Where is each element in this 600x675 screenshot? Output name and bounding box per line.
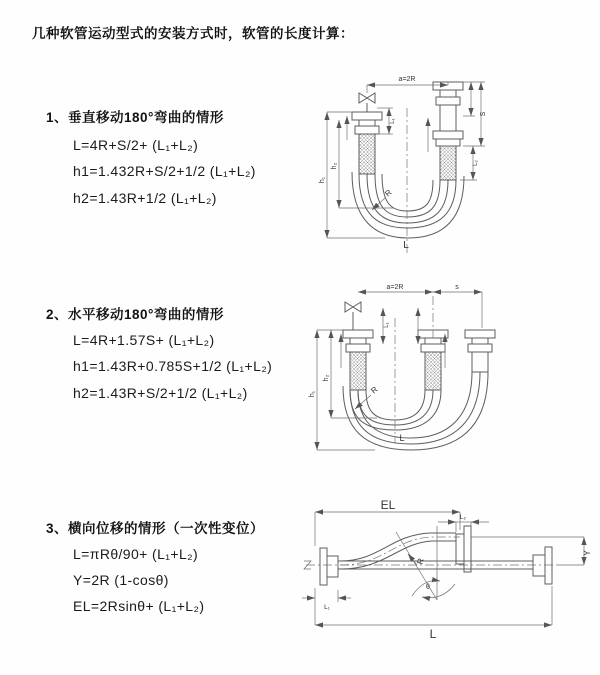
dim-a2r [358, 292, 482, 328]
right-flange [533, 547, 552, 584]
dim-h1-label: h₁ [309, 390, 316, 398]
diagram2-svg [305, 278, 590, 458]
dim-h1-label: h₁ [319, 176, 326, 184]
dim-a2r-label: a=2R [386, 284, 404, 291]
right-pipe [433, 82, 463, 180]
section1-formula-h1: h1=1.432R+S/2+1/2 (L₁+L₂) [73, 163, 256, 179]
diagram-vertical-180-bend [315, 68, 590, 263]
diagram-lateral-displacement [300, 498, 600, 646]
dim-el-label: EL [380, 498, 396, 512]
section1-heading: 1、垂直移动180°弯曲的情形 [46, 110, 224, 125]
right-pipe [465, 330, 495, 372]
dim-h2-label: h₂ [331, 162, 338, 170]
dim-l [315, 586, 552, 625]
section1-formula-l: L=4R+S/2+ (L₁+L₂) [73, 137, 199, 153]
dim-l1-label: L₁ [390, 118, 396, 124]
section2-formula-h2: h2=1.43R+S/2+1/2 (L₁+L₂) [73, 385, 248, 401]
section2-formula-h1: h1=1.43R+0.785S+1/2 (L₁+L₂) [73, 358, 273, 374]
dim-y-label: Y [582, 549, 592, 557]
radius-label: R [369, 384, 380, 396]
diagram1-svg [315, 68, 590, 263]
section1-formula-h2: h2=1.43R+1/2 (L₁+L₂) [73, 190, 217, 206]
dim-l1 [302, 590, 351, 602]
radius-label: R [415, 557, 426, 566]
section3-heading: 3、横向位移的情形（一次性变位） [46, 521, 265, 536]
page-title: 几种软管运动型式的安装方式时，软管的长度计算： [32, 26, 354, 41]
valve-icon [359, 93, 375, 112]
length-label: L [403, 240, 409, 251]
dim-l1-label: L₁ [324, 604, 330, 611]
left-pipe [343, 330, 373, 390]
top-flange [456, 526, 471, 572]
dim-h1 [327, 112, 385, 238]
diagram3-svg [300, 498, 600, 646]
section2-heading: 2、水平移动180°弯曲的情形 [46, 307, 224, 322]
left-pipe [352, 112, 382, 174]
radius-label: R [383, 187, 394, 199]
diagram-horizontal-180-bend [305, 278, 590, 458]
theta-label: θ [426, 584, 430, 591]
dim-l-label: L [429, 627, 437, 641]
hose-curves [352, 172, 464, 238]
length-label: L [399, 433, 405, 443]
dim-l2-label: L₂ [473, 160, 479, 166]
dim-a2r [367, 82, 448, 93]
section3-formula-el: EL=2Rsinθ+ (L₁+L₂) [73, 598, 205, 614]
dim-s-label: s [455, 284, 459, 291]
dim-l1-label: L₁ [384, 322, 390, 328]
section2-formula-l: L=4R+1.57S+ (L₁+L₂) [73, 332, 215, 348]
dim-a2r-label: a=2R [398, 76, 416, 83]
middle-pipe [418, 330, 448, 390]
dim-s-label: S [480, 111, 487, 117]
section3-formula-y: Y=2R (1-cosθ) [73, 572, 169, 588]
left-flange [320, 548, 338, 585]
dim-h2-label: h₂ [323, 374, 330, 382]
valve-icon [345, 302, 361, 330]
dim-l2-label: L₂ [459, 514, 467, 521]
section3-formula-l: L=πRθ/90+ (L₁+L₂) [73, 546, 199, 562]
